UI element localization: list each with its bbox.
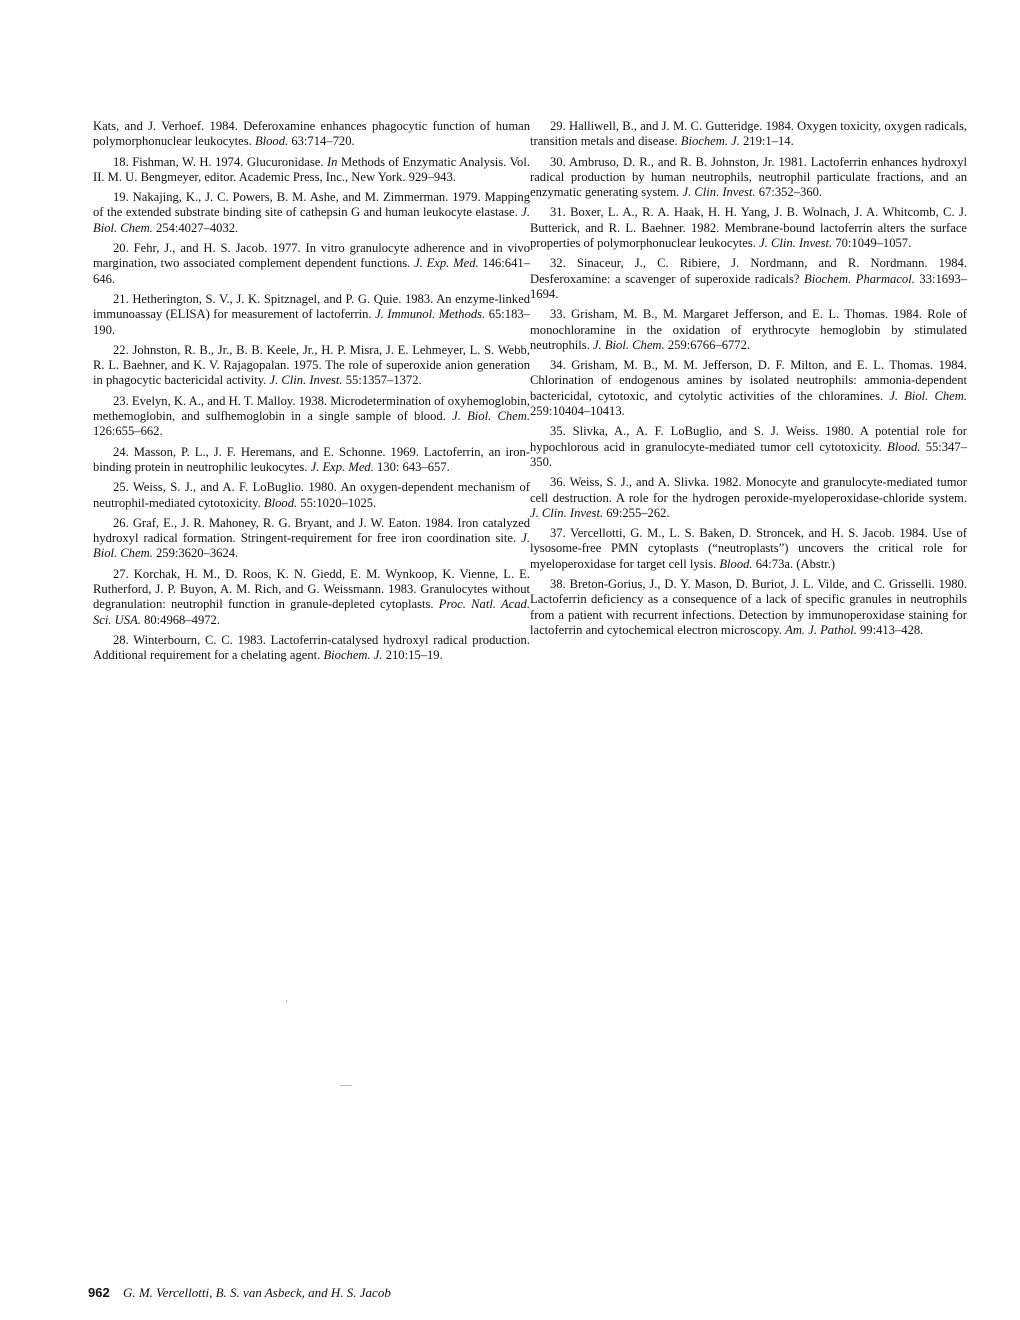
reference-entry: 20. Fehr, J., and H. S. Jacob. 1977. In vitro granulocyte adherence and in vivo margination, two associated complement dependent functions. J. Exp. Med. 146:641–646. [93,241,530,286]
reference-entry: 38. Breton-Gorius, J., D. Y. Mason, D. Buriot, J. L. Vilde, and C. Grisselli. 1980. Lactoferrin deficiency as a consequence of a lack of specific granules in neutrophils from a patient with recurrent infections. Detection by immunoperoxidase staining for lactoferrin and cytochemical electron microscopy. Am. J. Pathol. 99:413–428. [530,577,967,637]
reference-entry: 18. Fishman, W. H. 1974. Glucuronidase. In Methods of Enzymatic Analysis. Vol. II. M. U. Bengmeyer, editor. Academic Press, Inc., New York. 929–943. [93,154,530,184]
reference-entry: 24. Masson, P. L., J. F. Heremans, and E. Schonne. 1969. Lactoferrin, an iron-binding protein in neutrophilic leukocytes. J. Exp. Med. 130: 643–657. [93,444,530,474]
reference-entry: 21. Hetherington, S. V., J. K. Spitznagel, and P. G. Quie. 1983. An enzyme-linked immunoassay (ELISA) for measurement of lactoferrin. J. Immunol. Methods. 65:183–190. [93,291,530,337]
reference-entry: Kats, and J. Verhoef. 1984. Deferoxamine enhances phagocytic function of human polymorphonuclear leukocytes. Blood. 63:714–720. [93,119,530,149]
reference-entry: 31. Boxer, L. A., R. A. Haak, H. H. Yang, J. B. Wolnach, J. A. Whitcomb, C. J. Butterick, and R. L. Baehner. 1982. Membrane-bound lactoferrin alters the surface properties of polymorphonuclear leukocytes. J. Clin. Invest. 70:1049–1057. [530,205,967,251]
reference-entry: 30. Ambruso, D. R., and R. B. Johnston, Jr. 1981. Lactoferrin enhances hydroxyl radical production by human neutrophils, neutrophil particulate fractions, and an enzymatic generating system. J. Clin. Invest. 67:352–360. [530,154,967,200]
reference-entry: 19. Nakajing, K., J. C. Powers, B. M. Ashe, and M. Zimmerman. 1979. Mapping of the extended substrate binding site of cathepsin G and human leukocyte elastase. J. Biol. Chem. 254:4027–4032. [93,190,530,235]
reference-entry: 32. Sinaceur, J., C. Ribiere, J. Nordmann, and R. Nordmann. 1984. Desferoxamine: a scavenger of superoxide radicals? Biochem. Pharmacol. 33:1693–1694. [530,256,967,301]
reference-entry: 27. Korchak, H. M., D. Roos, K. N. Giedd, E. M. Wynkoop, K. Vienne, L. E. Rutherford, J. P. Buyon, A. M. Rich, and G. Weissmann. 1983. Granulocytes without degranulation: neutrophil function in granule-depleted cytoplasts. Proc. Natl. Acad. Sci. USA. 80:4968–4972. [93,566,530,627]
reference-entry: 35. Slivka, A., A. F. LoBuglio, and S. J. Weiss. 1980. A potential role for hypochlorous acid in granulocyte-mediated tumor cell cytotoxicity. Blood. 55:347–350. [530,424,967,469]
reference-entry: 33. Grisham, M. B., M. Margaret Jefferson, and E. L. Thomas. 1984. Role of monochloramine in the oxidation of erythrocyte hemoglobin by stimulated neutrophils. J. Biol. Chem. 259:6766–6772. [530,307,967,352]
reference-entry: 36. Weiss, S. J., and A. Slivka. 1982. Monocyte and granulocyte-mediated tumor cell destruction. A role for the hydrogen peroxide-myeloperoxidase-chloride system. J. Clin. Invest. 69:255–262. [530,475,967,520]
reference-entry: 29. Halliwell, B., and J. M. C. Gutteridge. 1984. Oxygen toxicity, oxygen radicals, transition metals and disease. Biochem. J. 219:1–14. [530,119,967,149]
reference-entry: 23. Evelyn, K. A., and H. T. Malloy. 1938. Microdetermination of oxyhemoglobin, methemoglobin, and sulfhemoglobin in a single sample of blood. J. Biol. Chem. 126:655–662. [93,393,531,439]
reference-entry: 26. Graf, E., J. R. Mahoney, R. G. Bryant, and J. W. Eaton. 1984. Iron catalyzed hydroxyl radical formation. Stringent-requirement for free iron coordination site. J. Biol. Chem. 259:3620–3624. [93,515,530,561]
reference-entry: 25. Weiss, S. J., and A. F. LoBuglio. 1980. An oxygen-dependent mechanism of neutrophil-mediated cytotoxicity. Blood. 55:1020–1025. [93,480,530,510]
references-right-column [530,119,967,643]
page-number: 962 [88,1285,110,1300]
running-footer-authors: G. M. Vercellotti, B. S. van Asbeck, and H. S. Jacob [122,1285,391,1300]
page-footer [88,1285,391,1301]
reference-entry: 34. Grisham, M. B., M. M. Jefferson, D. F. Milton, and E. L. Thomas. 1984. Chlorination of endogenous amines by isolated neutrophils: ammonia-dependent bactericidal, cytotoxic, and cytolytic activities of the chloramines. J. Biol. Chem. 259:10404–10413. [530,358,967,419]
scan-speck [286,1000,287,1003]
reference-entry: 22. Johnston, R. B., Jr., B. B. Keele, Jr., H. P. Misra, J. E. Lehmeyer, L. S. Webb, R. L. Baehner, and K. V. Rajagopalan. 1975. The role of superoxide anion generation in phagocytic bactericidal activity. J. Clin. Invest. 55:1357–1372. [93,342,530,388]
scan-speck [340,1085,352,1086]
reference-entry: 37. Vercellotti, G. M., L. S. Baken, D. Stroncek, and H. S. Jacob. 1984. Use of lysosome-free PMN cytoplasts (“neutroplasts”) uncovers the critical role for myeloperoxidase for target cell lysis. Blood. 64:73a. (Abstr.) [530,526,967,571]
reference-entry: 28. Winterbourn, C. C. 1983. Lactoferrin-catalysed hydroxyl radical production. Additional requirement for a chelating agent. Biochem. J. 210:15–19. [93,632,530,663]
references-left-column [93,119,530,669]
